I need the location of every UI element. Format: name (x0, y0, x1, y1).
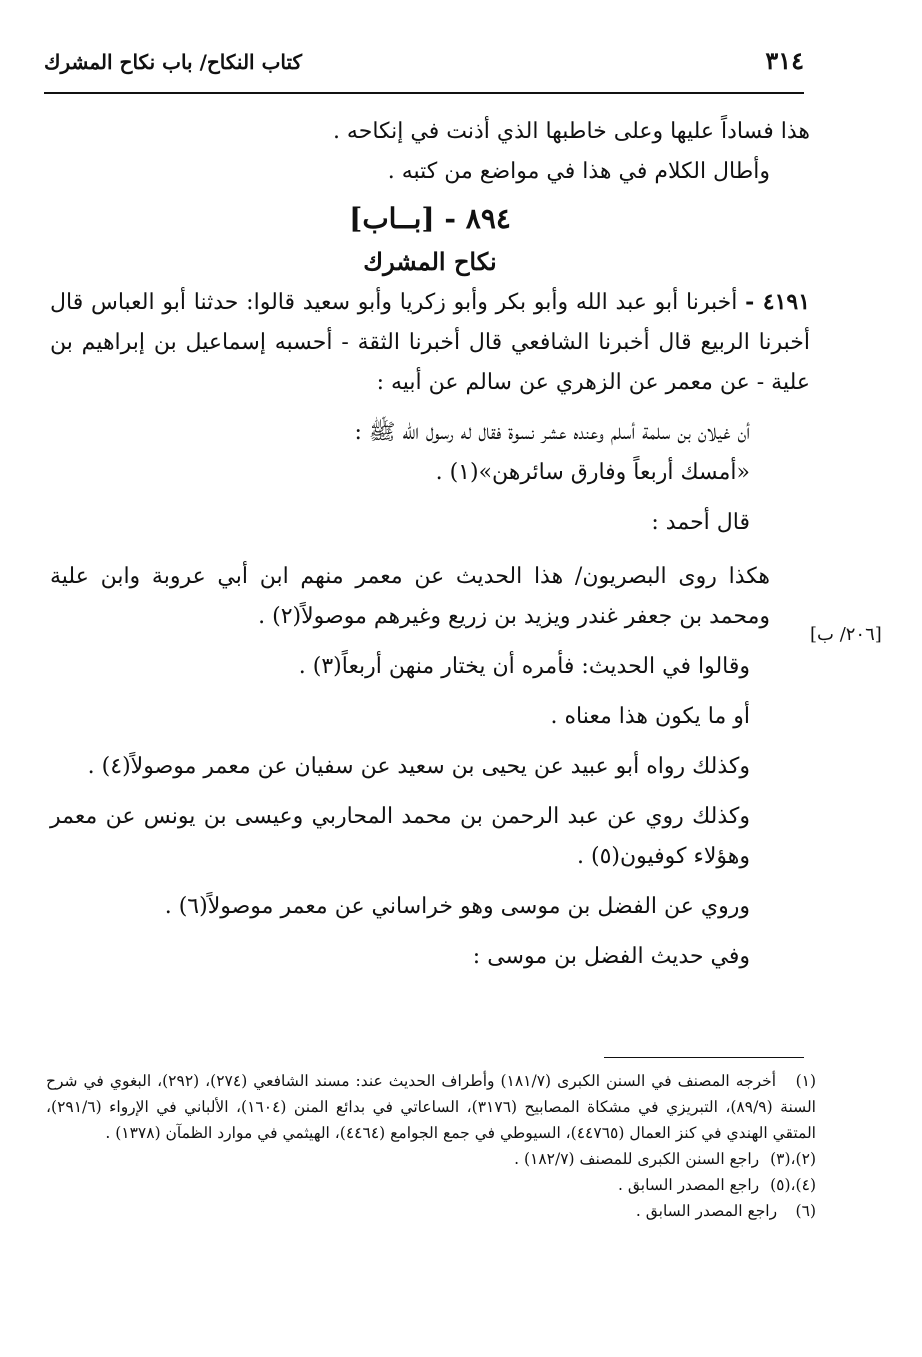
running-title: كتاب النكاح/ باب نكاح المشرك (44, 50, 303, 74)
footnote-number: (١) (795, 1072, 817, 1090)
footnote-text: راجع السنن الكبرى للمصنف (١٨٢/٧) . (514, 1150, 760, 1168)
footnote-number: (٢)،(٣) (770, 1150, 816, 1168)
footnote-number: (٦) (795, 1202, 816, 1220)
footnote-text: راجع المصدر السابق . (617, 1176, 760, 1194)
footnote (46, 1198, 816, 1224)
intro-line-1: هذا فساداً عليها وعلى خاطبها الذي أذنت في إنكاحه . (332, 119, 810, 144)
chapter-subtitle: نكاح المشرك (363, 247, 497, 276)
hadith-number: ٤١٩١ - (745, 289, 811, 315)
paragraph-5: وكذلك روي عن عبد الرحمن بن محمد المحاربي وعيسى بن يونس عن معمر وهؤلاء كوفيون(٥) . (50, 804, 750, 869)
footnotes (46, 1068, 816, 1224)
paragraph-2: وقالوا في الحديث: فأمره أن يختار منهن أربعاً(٣) . (298, 654, 750, 679)
footnote-separator (604, 1057, 804, 1058)
paragraph-7: وفي حديث الفضل بن موسى : (472, 944, 750, 969)
matn-line-1: أن غيلان بن سلمة أسلم وعنده عشر نسوة فقال له رسول الله ﷺ : (354, 420, 750, 445)
qal-ahmad: قال أحمد : (651, 510, 750, 535)
footnote-text: أخرجه المصنف في السنن الكبرى (١٨١/٧) وأطراف الحديث عند: مسند الشافعي (٢٧٤)، (٢٩٢)، البغوي في شرح السنة (٨٩/٩)، التبريزي في مشكاة المصابيح (٣١٧٦)، الساعاتي في بدائع المنن (١٦٠٤)، الألباني في الإرواء (٢٩١/٦)، المتقي الهندي في كنز العمال (٤٤٧٦٥)، السيوطي في جمع الجوامع (٤٤٦٤)، الهيثمي في موارد الظمآن (١٣٧٨) . (46, 1072, 816, 1142)
paragraph-3: أو ما يكون هذا معناه . (550, 704, 750, 729)
page-number: ٣١٤ (765, 46, 804, 75)
hadith-isnad: أخبرنا أبو عبد الله وأبو بكر وأبو زكريا وأبو سعيد قالوا: حدثنا أبو العباس قال أخبرنا الربيع قال أخبرنا الشافعي قال أخبرنا الثقة - أحسبه إسماعيل بن إبراهيم بن علية - عن معمر عن الزهري عن سالم عن أبيه : (50, 290, 810, 395)
manuscript-folio-note: [٢٠٦/ ب] (810, 624, 882, 645)
paragraph-1: هكذا روى البصريون/ هذا الحديث عن معمر منهم ابن أبي عروبة وابن علية ومحمد بن جعفر غندر ويزيد بن زريع وغيرهم موصولاً(٢) . (50, 564, 770, 629)
chapter-heading: ٨٩٤ - [بــاب] (349, 202, 511, 235)
hadith-paragraph (50, 282, 810, 403)
matn-line-2: «أمسك أربعاً وفارق سائرهن»(١) . (435, 460, 750, 485)
main-text (50, 112, 810, 977)
footnote (46, 1172, 816, 1198)
footnote (46, 1146, 816, 1172)
footnote-text: راجع المصدر السابق . (635, 1202, 778, 1220)
paragraph-4: وكذلك رواه أبو عبيد عن يحيى بن سعيد عن سفيان عن معمر موصولاً(٤) . (87, 754, 750, 779)
page-header (44, 38, 804, 94)
paragraph-6: وروي عن الفضل بن موسى وهو خراساني عن معمر موصولاً(٦) . (164, 894, 750, 919)
intro-line-2: وأطال الكلام في هذا في مواضع من كتبه . (387, 159, 770, 184)
header-rule (44, 92, 804, 94)
footnote (46, 1068, 816, 1146)
footnote-number: (٤)،(٥) (770, 1176, 816, 1194)
